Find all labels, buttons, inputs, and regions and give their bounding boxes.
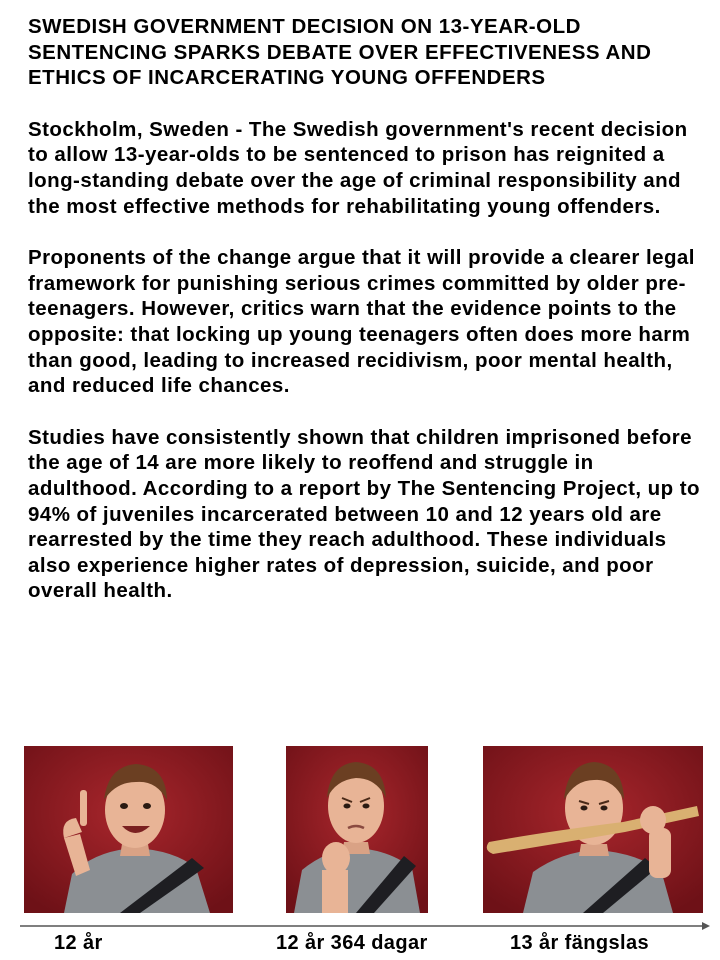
photo-boy-fist [286,746,428,913]
paragraph-intro: Stockholm, Sweden - The Swedish government's recent decision to allow 13-year-olds to be sentenced to prison has reignited a long-standing debate over the age of criminal responsibility and the most effective methods for rehabilitating young offenders. [28,117,688,218]
timeline-label-12: 12 år [54,932,103,954]
photo-boy-pointing [24,746,233,913]
headline: SWEDISH GOVERNMENT DECISION ON 13-YEAR-OLD SENTENCING SPARKS DEBATE OVER EFFECTIVENESS AND ETHICS OF INCARCERATING YOUNG OFFENDERS [28,15,652,90]
timeline-label-12-364: 12 år 364 dagar [276,932,428,954]
paragraph-proponents: Proponents of the change argue that it will provide a clearer legal framework for punishing serious crimes committed by older pre-teenagers. However, critics warn that the evidence points to the opposite: that locking up young teenagers often does more harm than good, leading to increased recidivism, poor mental health, and reduced life chances. [28,246,695,398]
paragraph-studies: Studies have consistently shown that children imprisoned before the age of 14 are more likely to reoffend and struggle in adulthood. According to a report by The Sentencing Project, up to 94% of juveniles incarcerated between 10 and 12 years old are rearrested by the time they reach adulthood. These individuals also experience higher rates of depression, suicide, and poor overall health. [28,425,700,603]
article [28,14,708,630]
timeline-arrow [20,920,710,932]
photo-boy-with-bat [483,746,703,913]
timeline-label-13-jailed: 13 år fängslas [510,932,650,954]
